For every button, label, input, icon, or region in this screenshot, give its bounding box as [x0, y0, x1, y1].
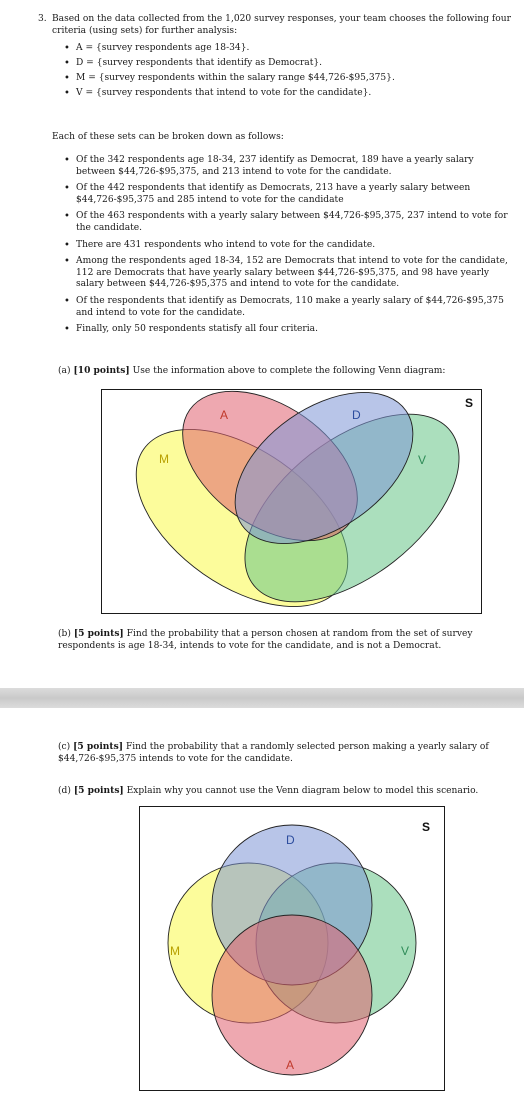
set-definitions — [62, 43, 510, 103]
breakdown-item: • Finally, only 50 respondents statisfy all four criteria. — [62, 324, 512, 336]
part-d-text: Explain why you cannot use the Venn diagram below to model this scenario. — [126, 786, 479, 796]
venn2-label-a: A — [286, 1058, 295, 1072]
venn2-label-v: V — [401, 944, 410, 958]
part-b-label: (b) — [58, 629, 71, 639]
breakdown-list — [62, 155, 512, 341]
part-d-label: (d) — [58, 786, 71, 796]
breakdown-item: • Of the 463 respondents with a yearly salary between $44,726-$95,375, 237 intend to vote for the candidate. — [62, 211, 512, 234]
part-c-label: (c) — [58, 742, 71, 752]
venn1-label-v: V — [418, 453, 427, 467]
part-c — [58, 741, 510, 765]
part-b-text: Find the probability that a person chosen at random from the set of survey respondents is age 18-34, intends to vote for the candidate, and is not a Democrat. — [58, 629, 473, 651]
breakdown-item: • There are 431 respondents who intend to vote for the candidate. — [62, 240, 512, 252]
question-number: 3. — [38, 14, 47, 24]
venn2-region-a — [212, 915, 372, 1075]
venn2-label-d: D — [286, 833, 295, 847]
venn-diagram-1-svg — [102, 390, 481, 613]
venn1-label-m: M — [159, 452, 169, 466]
part-c-points: [5 points] — [73, 741, 124, 752]
venn-diagram-1 — [101, 389, 482, 614]
part-a-label: (a) — [58, 366, 71, 376]
part-a — [58, 365, 510, 378]
set-definition-v: • V = {survey respondents that intend to vote for the candidate}. — [62, 88, 510, 100]
venn2-label-m: M — [170, 944, 180, 958]
part-b — [58, 628, 510, 652]
breakdown-item: • Among the respondents aged 18-34, 152 are Democrats that intend to vote for the candidate, 112 are Democrats that have yearly salary between $44,726-$95,375, and 98 have yearly salary between $44,726-$95,375 and intend to vote for the candidate. — [62, 256, 512, 291]
venn1-label-d: D — [352, 408, 361, 422]
venn-diagram-2 — [139, 806, 445, 1091]
set-definition-m: • M = {survey respondents within the salary range $44,726-$95,375}. — [62, 73, 510, 85]
venn1-label-s: S — [465, 396, 474, 410]
part-c-text: Find the probability that a randomly selected person making a yearly salary of $44,726-$95,375 intends to vote for the candidate. — [58, 742, 489, 764]
breakdown-intro: Each of these sets can be broken down as follows: — [52, 132, 284, 142]
set-definition-d: • D = {survey respondents that identify as Democrat}. — [62, 58, 510, 70]
breakdown-item: • Of the 342 respondents age 18-34, 237 identify as Democrat, 189 have a yearly salary between $44,726-$95,375, and 213 intend to vote for the candidate. — [62, 155, 512, 178]
breakdown-item: • Of the respondents that identify as Democrats, 110 make a yearly salary of $44,726-$95,375 and intend to vote for the candidate. — [62, 296, 512, 319]
breakdown-item: • Of the 442 respondents that identify as Democrats, 213 have a yearly salary between $44,726-$95,375 and 285 intend to vote for the candidate — [62, 183, 512, 206]
part-a-points: [10 points] — [73, 365, 130, 376]
page-separator — [0, 688, 524, 708]
venn-diagram-2-svg — [140, 807, 444, 1090]
venn1-label-a: A — [220, 408, 229, 422]
part-a-text: Use the information above to complete the following Venn diagram: — [132, 366, 446, 376]
question-intro: Based on the data collected from the 1,020 survey responses, your team chooses the following four criteria (using sets) for further analysis: — [52, 14, 511, 36]
set-definition-a: • A = {survey respondents age 18-34}. — [62, 43, 510, 55]
part-d-points: [5 points] — [73, 785, 124, 796]
part-d — [58, 785, 510, 798]
venn2-label-s: S — [422, 820, 431, 834]
part-b-points: [5 points] — [73, 628, 124, 639]
